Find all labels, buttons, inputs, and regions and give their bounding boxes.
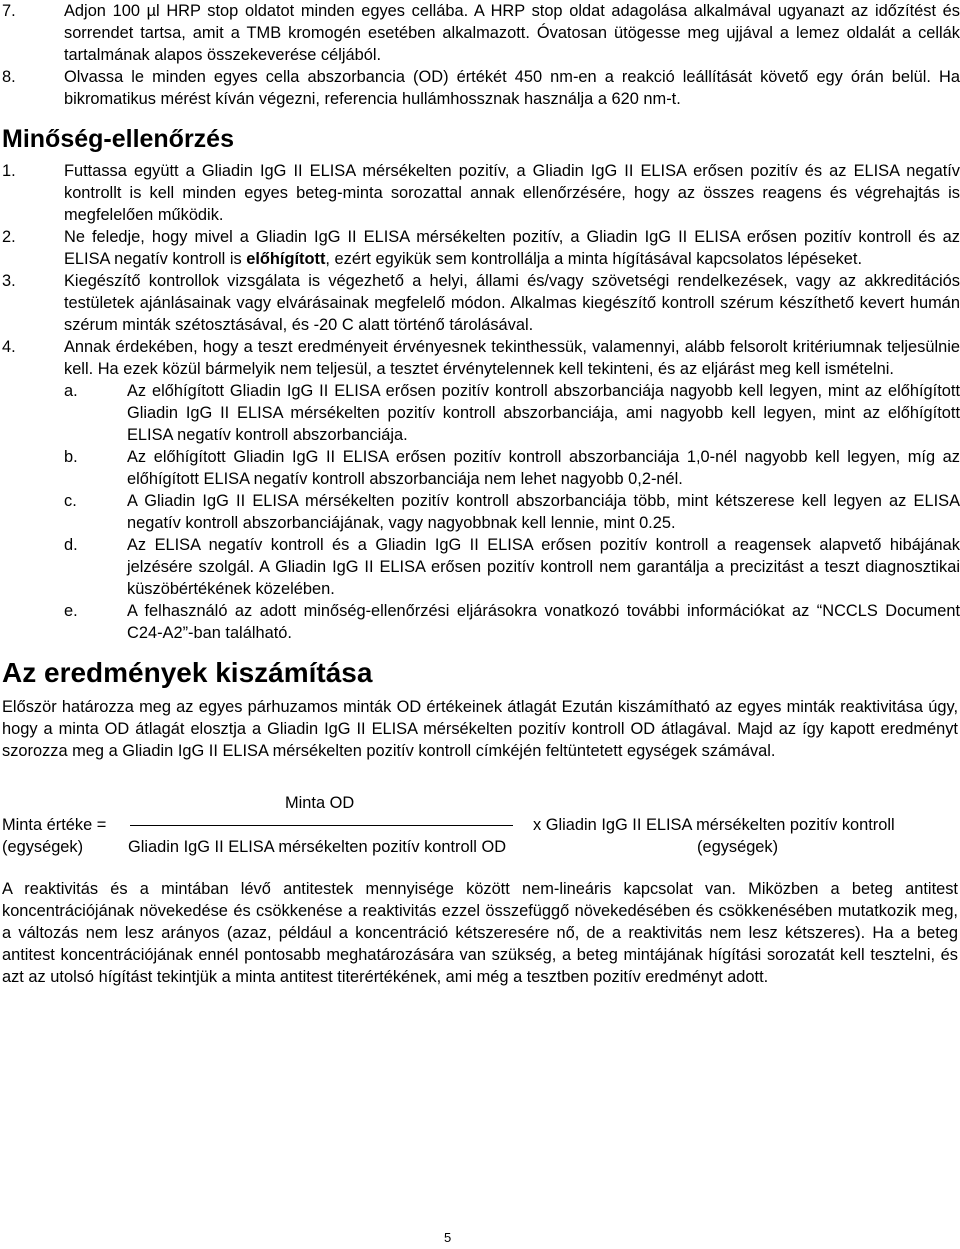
qc-number: 4. bbox=[2, 338, 16, 356]
criterion-letter: d. bbox=[64, 536, 78, 554]
formula-rhs: x Gliadin IgG II ELISA mérsékelten pozitív kontroll bbox=[533, 816, 895, 834]
calc-heading: Az eredmények kiszámítása bbox=[2, 657, 373, 688]
qc-text: Kiegészítő kontrollok vizsgálata is végezhető a helyi, állami és/vagy szövetségi rendelkezések, vagy az akkreditációs testületek ajánlásainak vagy elvárásainak megfelelő módon. Alkalmas kiegészítő kontroll szérum készíthető kevert humán szérum minták szétosztásával, és -20 C alatt történő tárolásával. bbox=[64, 272, 960, 334]
procedure-list bbox=[0, 0, 960, 110]
qc-text-after: , ezért egyikük sem kontrollálja a minta hígításával kapcsolatos lépéseket. bbox=[325, 250, 863, 268]
procedure-step-8 bbox=[0, 66, 960, 110]
criterion-letter: b. bbox=[64, 448, 78, 466]
criterion-letter: a. bbox=[64, 382, 78, 400]
criterion-text: Az előhígított Gliadin IgG II ELISA erősen pozitív kontroll abszorbanciája 1,0-nél nagyobb kell legyen, míg az előhígított ELISA negatív kontroll abszorbanciája nem lehet nagyobb 0,2-nél. bbox=[127, 448, 960, 488]
criterion-text: A felhasználó az adott minőség-ellenőrzési eljárásokra vonatkozó további információkat az “NCCLS Document C24-A2”-ban található. bbox=[127, 602, 960, 642]
calc-intro: Először határozza meg az egyes párhuzamos minták OD értékeinek átlagát Ezután kiszámítható az egyes minták reaktivitása úgy, hogy a minta OD átlagát elosztja a Gliadin IgG II ELISA mérsékelten pozitív kontroll OD átlagával. Majd az így kapott eredményt szorozza meg a Gliadin IgG II ELISA mérsékelten pozitív kontroll címkéjén feltüntetett egységek számával. bbox=[2, 698, 958, 760]
criterion-d bbox=[0, 534, 960, 600]
step-number: 8. bbox=[2, 68, 16, 86]
formula-denominator: Gliadin IgG II ELISA mérsékelten pozitív kontroll OD bbox=[128, 838, 507, 856]
qc-number: 1. bbox=[2, 162, 16, 180]
formula bbox=[0, 784, 960, 856]
criterion-letter: e. bbox=[64, 602, 78, 620]
qc-item-3 bbox=[0, 270, 960, 336]
formula-numerator: Minta OD bbox=[285, 794, 355, 812]
criterion-b bbox=[0, 446, 960, 490]
closing-paragraph: A reaktivitás és a mintában lévő antitestek mennyisége között nem-lineáris kapcsolat van. Miközben a beteg antitest koncentrációjának növekedése és csökkenése a reaktivitás ezzel összefüggő növekedésében és csökkenésében mutatkozik meg, a változás nem lesz arányos (azaz, például a koncentráció kétszeresére nő, de a reaktivitás nem lesz kétszeres). Ha a beteg antitest koncentrációjának ennél pontosabb meghatározására van szükség, a beteg mintájának hígítási sorozatát kell tesztelni, és azt az utolsó hígítást tekintjük a minta antitest titerértékének, ami még a tesztben pozitív eredményt adott. bbox=[2, 880, 958, 986]
fraction-bar bbox=[130, 825, 513, 826]
formula-rhs-unit: (egységek) bbox=[697, 838, 779, 856]
qc-item-4 bbox=[0, 336, 960, 380]
step-text: Olvassa le minden egyes cella abszorbancia (OD) értékét 450 nm-en a reakció leállítását követő egy órán belül. Ha bikromatikus mérést kíván végezni, referencia hullámhossznak használja a 620 nm-t. bbox=[64, 68, 960, 108]
formula-lhs-unit: (egységek) bbox=[2, 838, 84, 856]
step-text: Adjon 100 µl HRP stop oldatot minden egyes cellába. A HRP stop oldat adagolása alkalmával ugyanazt az időzítést és sorrendet tartsa, amit a TMB kromogén esetében alkalmazott. Óvatosan ütögesse meg ujjával a lemez oldalát a cellák tartalmának alapos összekeverése céljából. bbox=[64, 2, 960, 64]
qc-text-before: Ne feledje, hogy mivel a Gliadin IgG II ELISA mérsékelten pozitív, a Gliadin IgG II ELISA erősen pozitív kontroll és az ELISA negatív kontroll is bbox=[64, 228, 960, 268]
procedure-step-7 bbox=[0, 0, 960, 66]
qc-item-2 bbox=[0, 226, 960, 270]
qc-text: Annak érdekében, hogy a teszt eredményeit érvényesnek tekinthessük, valamennyi, alább felsorolt kritériumnak teljesülnie kell. Ha ezek közül bármelyik nem teljesül, a tesztet érvénytelennek kell tekinteni, és az eljárást meg kell ismételni. bbox=[64, 338, 960, 378]
criterion-text: Az előhígított Gliadin IgG II ELISA erősen pozitív kontroll abszorbanciája nagyobb kell legyen, mint az előhígított Gliadin IgG II ELISA mérsékelten pozitív kontroll abszorbanciája, ami nagyobb kell legyen, mint az előhígított ELISA negatív kontroll abszorbanciája. bbox=[127, 382, 960, 444]
criterion-c bbox=[0, 490, 960, 534]
criterion-e bbox=[0, 600, 960, 644]
step-number: 7. bbox=[2, 2, 16, 20]
criterion-text: A Gliadin IgG II ELISA mérsékelten pozitív kontroll abszorbanciája több, mint kétszerese kell legyen az ELISA negatív kontroll abszorbanciájának, vagy nagyobbnak kell lennie, mint 0.25. bbox=[127, 492, 960, 532]
criteria-list bbox=[0, 380, 960, 644]
qc-text: Futtassa együtt a Gliadin IgG II ELISA mérsékelten pozitív, a Gliadin IgG II ELISA erősen pozitív és az ELISA negatív kontrollt is kell minden egyes beteg-minta sorozattal annak ellenőrzésére, hogy az összes reagens és végrehajtás is megfelelően működik. bbox=[64, 162, 960, 224]
qc-list bbox=[0, 160, 960, 380]
qc-number: 3. bbox=[2, 272, 16, 290]
qc-heading: Minőség-ellenőrzés bbox=[2, 125, 234, 153]
qc-bold-term: előhígított bbox=[246, 250, 326, 268]
qc-item-1 bbox=[0, 160, 960, 226]
formula-lhs: Minta értéke = bbox=[2, 816, 107, 834]
criterion-text: Az ELISA negatív kontroll és a Gliadin IgG II ELISA erősen pozitív kontroll a reagensek alapvető hibájának jelzésére szolgál. A Gliadin IgG II ELISA erősen pozitív kontroll nem garantálja a precizitást a teszt diagnosztikai küszöbértékének közelében. bbox=[127, 536, 960, 598]
qc-number: 2. bbox=[2, 228, 16, 246]
page-number: 5 bbox=[444, 1230, 452, 1245]
criterion-letter: c. bbox=[64, 492, 77, 510]
criterion-a bbox=[0, 380, 960, 446]
